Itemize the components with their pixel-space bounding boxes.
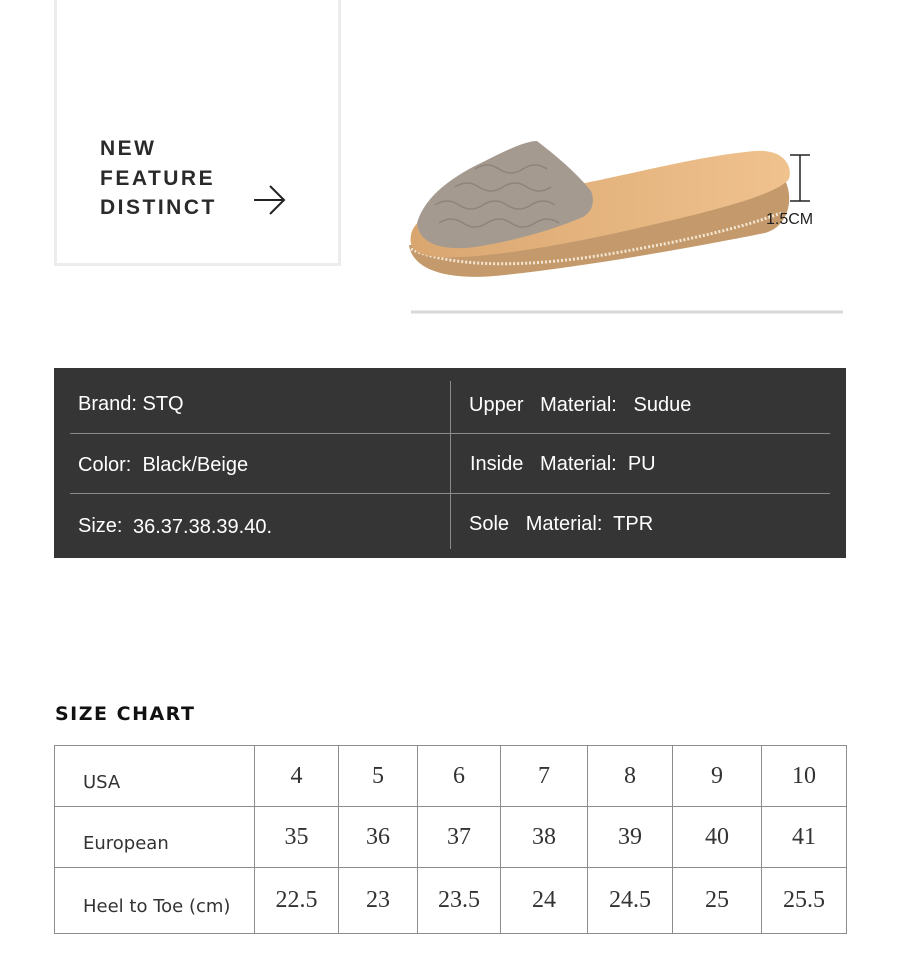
size-cell: 23 [339, 868, 418, 934]
table-row-european [55, 807, 847, 868]
size-cell: 7 [501, 746, 588, 807]
row-label-european: European [55, 807, 255, 868]
feature-line-new: NEW [100, 137, 157, 160]
table-row-usa [55, 746, 847, 807]
feature-line-distinct: DISTINCT [100, 196, 217, 219]
size-cell: 9 [673, 746, 762, 807]
spec-brand: Brand: STQ [78, 393, 184, 415]
spec-sole-material: Sole Material: TPR [469, 513, 654, 535]
specifications-panel [54, 368, 846, 558]
spec-size-label: Size: [78, 515, 123, 537]
size-cell: 23.5 [418, 868, 501, 934]
size-cell: 38 [501, 807, 588, 868]
table-row-heel-to-toe [55, 868, 847, 934]
size-cell: 6 [418, 746, 501, 807]
size-cell: 35 [255, 807, 339, 868]
spec-column-divider [450, 381, 451, 549]
size-chart-table [54, 745, 847, 934]
row-label-usa: USA [55, 746, 255, 807]
spec-inside-material: Inside Material: PU [470, 453, 656, 475]
heel-height-label: 1.5CM [766, 211, 814, 228]
size-cell: 24 [501, 868, 588, 934]
size-cell: 22.5 [255, 868, 339, 934]
feature-card [54, 0, 341, 266]
size-cell: 25.5 [762, 868, 847, 934]
size-cell: 39 [588, 807, 673, 868]
size-cell: 41 [762, 807, 847, 868]
spec-size-value: 36.37.38.39.40. [133, 516, 273, 538]
size-cell: 4 [255, 746, 339, 807]
size-cell: 37 [418, 807, 501, 868]
size-cell: 40 [673, 807, 762, 868]
size-cell: 5 [339, 746, 418, 807]
spec-upper-material: Upper Material: Sudue [469, 394, 692, 416]
arrow-right-icon [253, 184, 287, 216]
size-cell: 10 [762, 746, 847, 807]
feature-line-feature: FEATURE [100, 166, 216, 190]
size-cell: 8 [588, 746, 673, 807]
spec-color: Color: Black/Beige [78, 454, 249, 476]
size-cell: 24.5 [588, 868, 673, 934]
size-cell: 36 [339, 807, 418, 868]
feature-heading [100, 134, 217, 223]
size-cell: 25 [673, 868, 762, 934]
row-label-heel-to-toe: Heel to Toe (cm) [55, 868, 255, 934]
size-chart-title: SIZE CHART [55, 703, 196, 725]
